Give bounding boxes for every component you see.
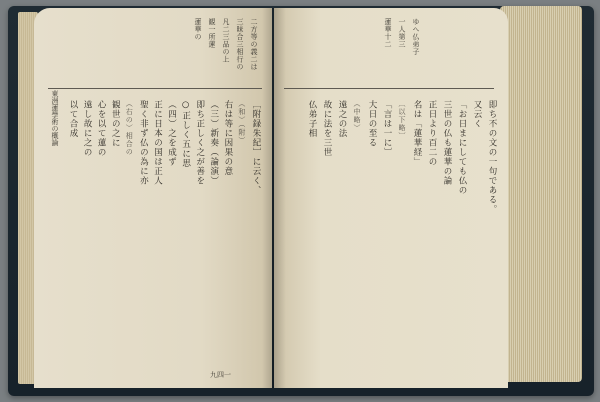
left-page [34,8,272,388]
left-page-header-notes [138,18,258,82]
text-column: 右は等に因果の意 [222,100,233,176]
text-column: 正日より百二の [427,100,437,167]
text-column: （四）之を成ず [166,100,177,167]
text-column: 名は「蓮華経」 [412,100,422,167]
text-column: 故に法を三世 [322,100,332,157]
header-note: 観一所蓮 [208,18,216,48]
text-column: 遠之の法 [337,100,347,138]
text-column: 仏弟子相 [307,100,317,138]
text-column: （中略） [353,100,361,132]
text-column: 三世の仏も蓮華の論 [442,100,452,186]
header-note: 三昧合三相行の [236,18,244,71]
text-column: 正に日本の国は正人 [152,100,163,186]
header-rule [48,88,262,89]
right-page [274,8,508,388]
text-column: 大日の至る [367,100,377,148]
text-column: 観世の之に [110,100,121,148]
text-column: ○正しく五に思 [180,100,191,168]
text-column: （和）（附） [237,100,246,145]
header-note: 蓮華の [194,18,202,41]
text-column: 即ち正しく之が善を [194,100,205,186]
page-number: 九四一 [210,371,231,379]
text-column: 遠し故に之の [82,100,93,157]
right-page-edges [500,6,582,382]
header-note: ゆへ仏弟子 [412,18,420,56]
header-note: 蓮華十二 [384,18,392,48]
text-column: ［附録朱紀］に云く、 [251,100,261,195]
header-note: 二方等の義二は [250,18,258,71]
header-rule [284,88,494,89]
running-header: 東洲蓮學術の概論 [51,90,59,146]
text-column: （三）新奏（論演） [208,100,219,186]
right-page-header-notes [290,18,420,82]
text-column: 〔以下略〕 [398,100,406,140]
text-column: 「言は一に〕 [382,100,392,157]
header-note: 一人第三 [398,18,406,48]
text-column: 即ち不の文の一句である。 [487,100,497,214]
text-column: 又云く [472,100,482,129]
text-column: 以て合成 [67,100,78,138]
left-page-body [68,100,262,364]
right-page-body [286,100,498,364]
text-column: 聖く非ず仏の為に亦 [138,100,149,186]
text-column: （右の）相合の [125,100,134,156]
text-column: 心を以て蓮の [96,100,107,157]
text-column: 「お日まにしても仏の [457,100,467,195]
header-note: 凡二三品の上 [222,18,230,63]
spine-shadow [262,8,286,388]
